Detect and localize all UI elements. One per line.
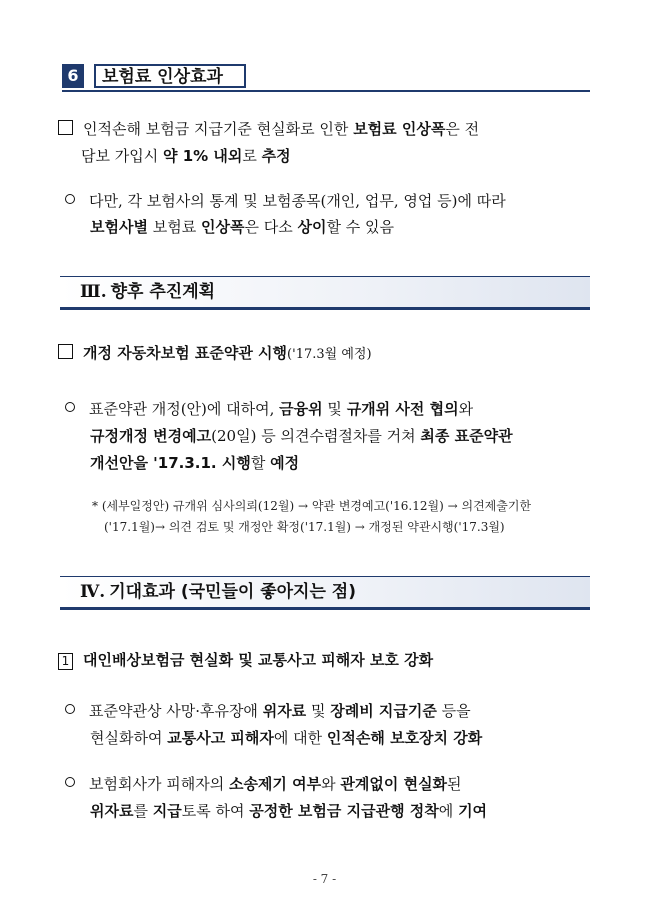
section-number-badge: 6 [62,64,84,88]
text: 담보 가입시 [81,147,163,165]
text: 현실화하여 [90,729,168,747]
text: 은 전 [445,120,480,138]
subsection-title: 대인배상보험금 현실화 및 교통사고 피해자 보호 강화 [83,651,434,669]
text: 할 수 있음 [326,218,394,236]
text: 된 [447,775,462,793]
emphasis-text: 인적손해 보호장치 강화 [326,729,483,747]
paragraph-line [58,342,372,366]
emphasis-text: 보험료 인상폭 [353,120,446,138]
section-divider [62,90,590,92]
text: (20일) 등 의견수렴절차를 거쳐 [211,427,421,445]
emphasis-text: 예정 [270,454,300,472]
paragraph-line [65,398,473,420]
text: 인적손해 보험금 지급기준 현실화로 인한 [83,120,354,138]
section-header-bar [60,276,590,310]
text: 에 대한 [273,729,327,747]
emphasis-text: 금융위 [279,400,323,418]
text: 등을 [436,702,471,720]
text: 로 [242,147,262,165]
section-title: 보험료 인상효과 [94,64,246,88]
circle-bullet-icon [65,402,75,412]
emphasis-text: 추정 [261,147,291,165]
paragraph-line [58,118,479,140]
text: 표준약관상 사망·후유장애 [89,702,263,720]
text: 토록 하여 [181,802,250,820]
page-number: - 7 - [312,872,337,886]
text: 은 다소 [244,218,298,236]
section-title: 향후 추진계획 [110,282,216,302]
text: 와 [458,400,474,418]
emphasis-text: 상이 [297,218,327,236]
section-title: 기대효과 (국민들이 좋아지는 점) [109,582,356,602]
text: 및 [322,400,347,418]
text: 할 [250,454,271,472]
circle-bullet-icon [65,194,75,204]
text: 에 [438,802,459,820]
paragraph-line [90,727,482,749]
emphasis-text: 보험사별 [90,218,148,236]
emphasis-text: 교통사고 피해자 [167,729,274,747]
text: 와 [321,775,341,793]
text: 를 [133,802,153,820]
roman-numeral: Ⅳ. [80,582,106,602]
paragraph-line [65,700,471,722]
paragraph-line [90,425,513,447]
emphasis-text: 관계없이 현실화 [340,775,448,793]
text: 보험회사가 피해자의 [89,775,229,793]
square-bullet-icon [58,120,73,135]
emphasis-text: 인상폭 [200,218,245,236]
emphasis-text: 약 1% 내외 [163,147,243,165]
emphasis-text: 기여 [458,802,488,820]
text: 및 [306,702,331,720]
footnote-line: ('17.1월)→ 의견 검토 및 개정안 확정('17.1월) → 개정된 약관시행('17.3월) [104,520,505,534]
paragraph-line [90,216,394,238]
emphasis-text: 규정개정 변경예고 [90,427,212,445]
emphasis-text: 최종 표준약관 [420,427,513,445]
circle-bullet-icon [65,704,75,714]
text: 다만, 각 보험사의 통계 및 보험종목(개인, 업무, 영업 등)에 따라 [89,192,506,210]
emphasis-text: 위자료 [90,802,134,820]
text: ('17.3월 예정) [287,347,372,362]
paragraph-line [90,800,487,822]
text: 보험료 [147,218,201,236]
paragraph-line [65,773,462,795]
paragraph-line [90,452,299,474]
paragraph-line [65,190,506,212]
paragraph-line [81,145,291,167]
emphasis-text: 지급 [152,802,182,820]
subsection-heading [58,649,433,671]
emphasis-text: 개선안을 '17.3.1. 시행 [90,454,251,472]
footnote-line: * (세부일정안) 규개위 심사의뢰(12월) → 약관 변경예고('16.12월) → 의견제출기한 [92,499,532,513]
circle-bullet-icon [65,777,75,787]
square-bullet-icon [58,344,73,359]
emphasis-text: 규개위 사전 협의 [346,400,459,418]
emphasis-text: 소송제기 여부 [228,775,322,793]
emphasis-text: 개정 자동차보험 표준약관 시행 [83,344,288,362]
roman-numeral: Ⅲ. [80,282,107,302]
emphasis-text: 위자료 [262,702,307,720]
text: 표준약관 개정(안)에 대하여, [89,400,280,418]
emphasis-text: 공정한 보험금 지급관행 정착 [249,802,439,820]
emphasis-text: 장례비 지급기준 [330,702,437,720]
section-header-bar [60,576,590,610]
numbered-box: 1 [58,653,73,670]
